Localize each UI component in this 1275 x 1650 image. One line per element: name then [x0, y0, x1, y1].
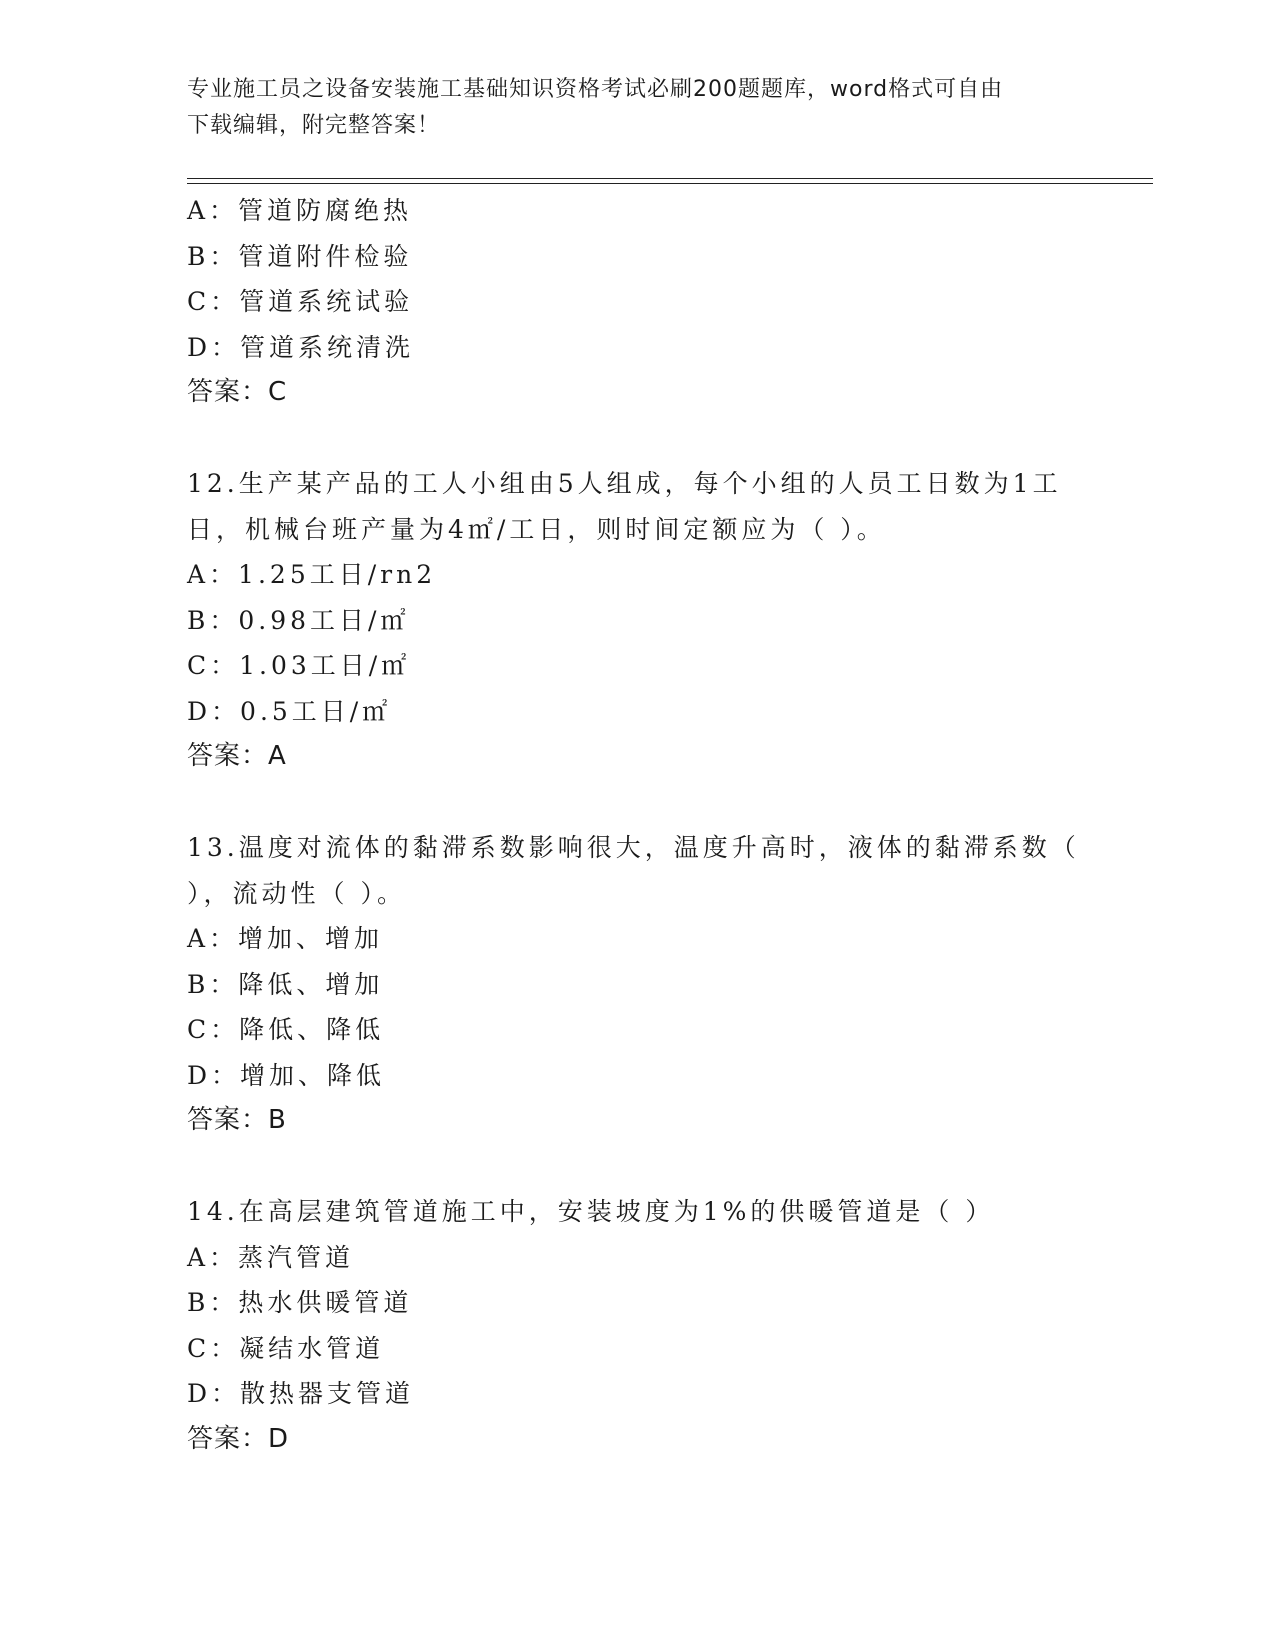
option-b: B：0.98工日/㎡ — [187, 605, 410, 635]
option-b: B：降低、增加 — [187, 969, 384, 999]
question-stem-line-2: 日，机械台班产量为4㎡/工日，则时间定额应为（ ）。 — [187, 514, 886, 544]
answer: 答案：B — [187, 1105, 287, 1135]
answer: 答案：D — [187, 1423, 290, 1454]
option-a: A：管道防腐绝热 — [187, 196, 413, 225]
answer: 答案：A — [187, 741, 287, 771]
option-d: D：增加、降低 — [187, 1060, 386, 1090]
question-12 — [187, 461, 1087, 780]
question-11 — [187, 188, 1087, 416]
header-rule-top — [187, 178, 1153, 179]
spacer — [187, 416, 1087, 462]
header-line-2: 下载编辑，附完整答案！ — [187, 113, 441, 138]
question-stem-line-1: 12.生产某产品的工人小组由5人组成，每个小组的人员工日数为1工 — [187, 469, 1062, 498]
option-d: D：管道系统清洗 — [187, 332, 415, 362]
question-stem-line-1: 14.在高层建筑管道施工中，安装坡度为1%的供暖管道是（ ） — [187, 1197, 995, 1226]
option-b: B：管道附件检验 — [187, 241, 413, 271]
answer: 答案：C — [187, 377, 288, 407]
option-d: D：0.5工日/㎡ — [187, 696, 392, 726]
spacer — [187, 1144, 1087, 1190]
header-line-1: 专业施工员之设备安装施工基础知识资格考试必刷200题题库，word格式可自由 — [187, 77, 1004, 102]
option-c: C：1.03工日/㎡ — [187, 651, 411, 680]
option-c: C：管道系统试验 — [187, 287, 414, 316]
option-c: C：降低、降低 — [187, 1015, 385, 1044]
question-content — [187, 188, 1087, 1462]
option-a: A：1.25工日/rn2 — [187, 560, 437, 589]
option-b: B：热水供暖管道 — [187, 1288, 413, 1317]
spacer — [187, 780, 1087, 826]
question-13 — [187, 825, 1087, 1144]
question-stem-line-2: ），流动性（ ）。 — [187, 878, 406, 908]
option-c: C：凝结水管道 — [187, 1333, 385, 1363]
option-a: A：增加、增加 — [187, 924, 384, 953]
document-header — [187, 72, 1087, 144]
question-14 — [187, 1189, 1087, 1462]
option-a: A：蒸汽管道 — [187, 1242, 355, 1272]
option-d: D：散热器支管道 — [187, 1379, 415, 1408]
question-stem-line-1: 13.温度对流体的黏滞系数影响很大，温度升高时，液体的黏滞系数（ — [187, 833, 1080, 862]
header-rule-bottom — [187, 183, 1153, 184]
